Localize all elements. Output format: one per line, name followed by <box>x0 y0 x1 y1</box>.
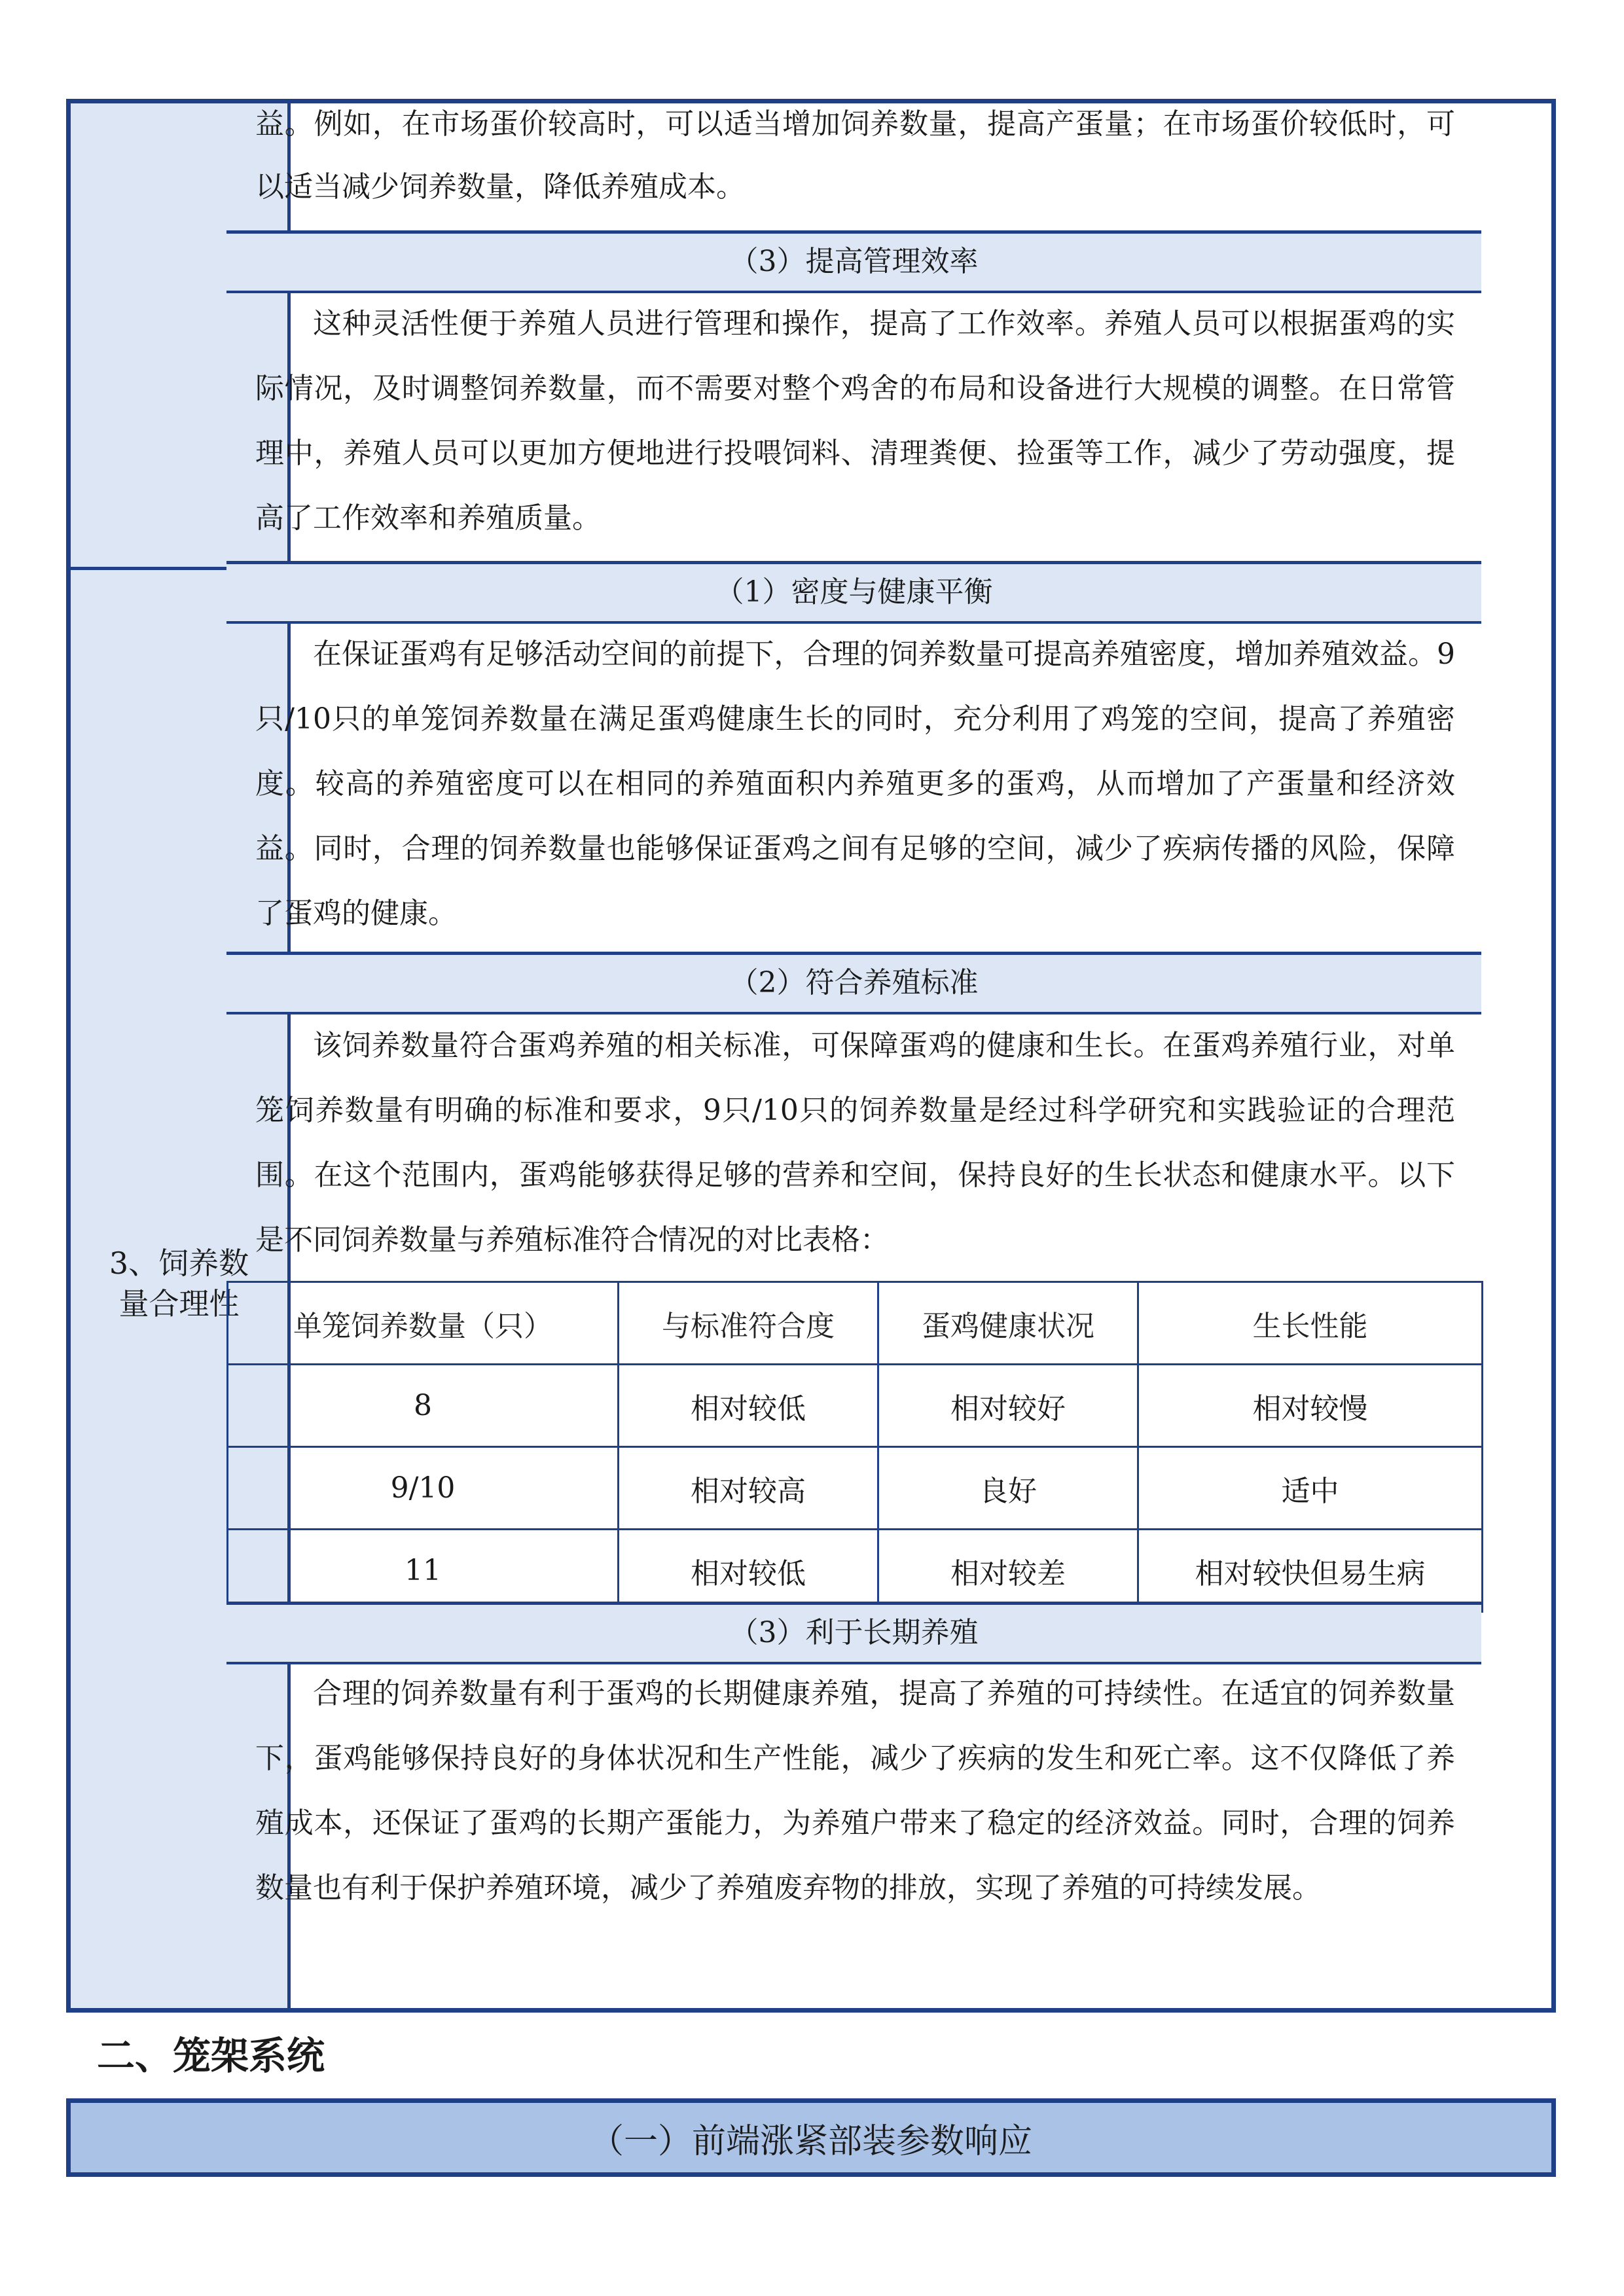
table-cell: 9/10 <box>228 1447 619 1530</box>
table-cell: 相对较高 <box>619 1447 878 1530</box>
table-cell: 良好 <box>878 1447 1138 1530</box>
table-header: 与标准符合度 <box>619 1282 878 1365</box>
table-cell: 相对较差 <box>878 1530 1138 1612</box>
comparison-table <box>226 1281 1483 1613</box>
paragraph-continued: 益。例如，在市场蛋价较高时，可以适当增加饲养数量，提高产蛋量；在市场蛋价较低时，可以适当减少饲养数量，降低养殖成本。 <box>255 107 1455 204</box>
paragraph-management-efficiency: 这种灵活性便于养殖人员进行管理和操作，提高了工作效率。养殖人员可以根据蛋鸡的实际情况，及时调整饲养数量，而不需要对整个鸡舍的布局和设备进行大规模的调整。在日常管理中，养殖人员可以更加方便地进行投喂饲料、清理粪便、捡蛋等工作，减少了劳动强度，提高了工作效率和养殖质量。 <box>255 307 1455 535</box>
table-cell: 相对较快但易生病 <box>1138 1530 1483 1612</box>
heading-long-term: （3）利于长期养殖 <box>226 1602 1481 1664</box>
table-row <box>228 1447 1483 1530</box>
table-cell: 8 <box>228 1365 619 1447</box>
table-cell: 相对较低 <box>619 1365 878 1447</box>
section-title: 二、笼架系统 <box>97 2034 325 2078</box>
table-cell: 11 <box>228 1530 619 1612</box>
table-cell: 相对较好 <box>878 1365 1138 1447</box>
table-header: 蛋鸡健康状况 <box>878 1282 1138 1365</box>
table-header: 单笼饲养数量（只） <box>228 1282 619 1365</box>
table-header: 生长性能 <box>1138 1282 1483 1365</box>
paragraph-standards: 该饲养数量符合蛋鸡养殖的相关标准，可保障蛋鸡的健康和生长。在蛋鸡养殖行业，对单笼饲养数量有明确的标准和要求，9只/10只的饲养数量是经过科学研究和实践验证的合理范围。在这个范围内，蛋鸡能够获得足够的营养和空间，保持良好的生长状态和健康水平。以下是不同饲养数量与养殖标准符合情况的对比表格： <box>255 1029 1455 1257</box>
heading-density-health: （1）密度与健康平衡 <box>226 561 1481 624</box>
table-cell: 相对较慢 <box>1138 1365 1483 1447</box>
paragraph-long-term: 合理的饲养数量有利于蛋鸡的长期健康养殖，提高了养殖的可持续性。在适宜的饲养数量下，蛋鸡能够保持良好的身体状况和生产性能，减少了疾病的发生和死亡率。这不仅降低了养殖成本，还保证了蛋鸡的长期产蛋能力，为养殖户带来了稳定的经济效益。同时，合理的饲养数量也有利于保护养殖环境，减少了养殖废弃物的排放，实现了养殖的可持续发展。 <box>255 1677 1455 1905</box>
subsection-title-bar <box>66 2098 1556 2177</box>
table-cell: 相对较低 <box>619 1530 878 1612</box>
heading-management-efficiency: （3）提高管理效率 <box>226 230 1481 293</box>
table-cell: 适中 <box>1138 1447 1483 1530</box>
table-row <box>228 1365 1483 1447</box>
paragraph-density-health: 在保证蛋鸡有足够活动空间的前提下，合理的饲养数量可提高养殖密度，增加养殖效益。9只/10只的单笼饲养数量在满足蛋鸡健康生长的同时，充分利用了鸡笼的空间，提高了养殖密度。较高的养殖密度可以在相同的养殖面积内养殖更多的蛋鸡，从而增加了产蛋量和经济效益。同时，合理的饲养数量也能够保证蛋鸡之间有足够的空间，减少了疾病传播的风险，保障了蛋鸡的健康。 <box>255 637 1455 930</box>
heading-standards: （2）符合养殖标准 <box>226 952 1481 1014</box>
table-row <box>228 1530 1483 1612</box>
row-label-feeding-quantity: 3、饲养数 量合理性 <box>109 1246 249 1321</box>
subsection-title: （一）前端涨紧部装参数响应 <box>589 2121 1032 2161</box>
table-header-row <box>228 1282 1483 1365</box>
